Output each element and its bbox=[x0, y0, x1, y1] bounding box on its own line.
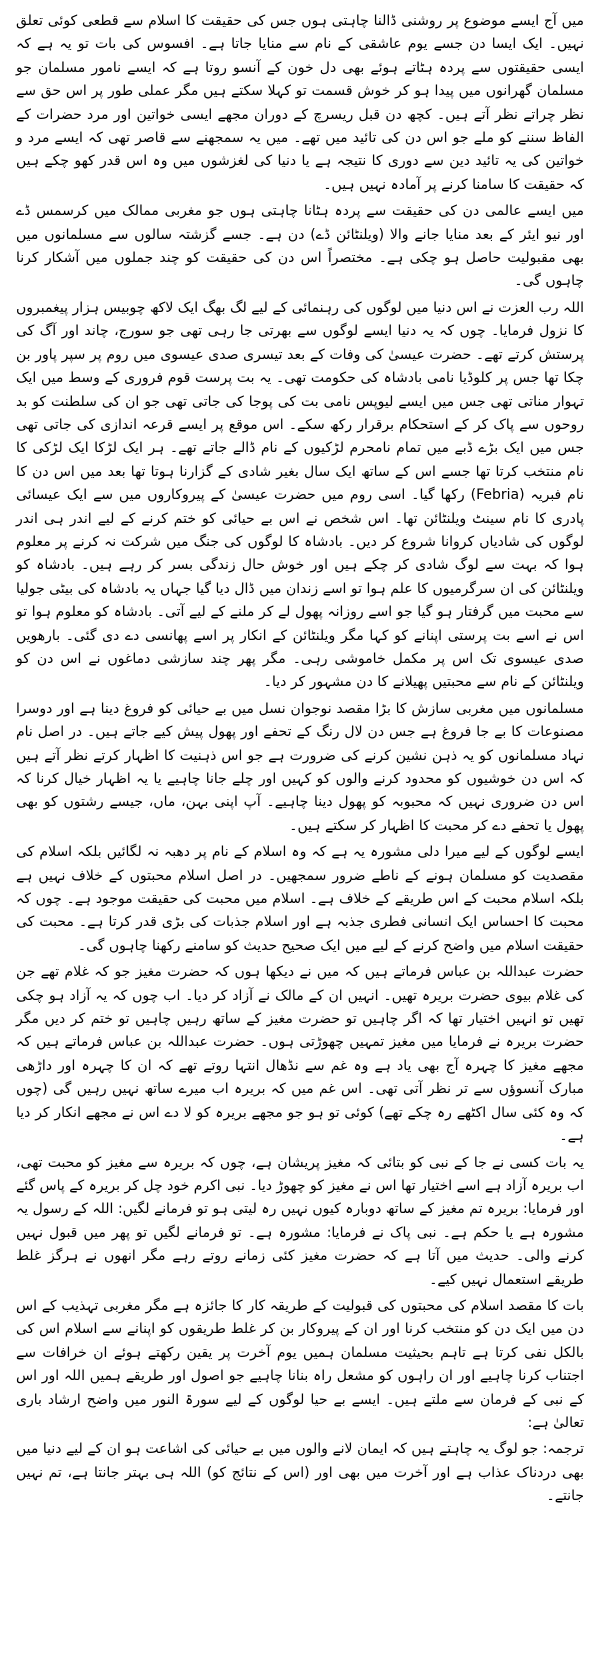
paragraph-translation: ترجمہ: جو لوگ یہ چاہتے ہیں کہ ایمان لانے والوں میں بے حیائی کی اشاعت ہو ان کے لیے دنیا میں بھی دردناک عذاب ہے اور آخرت میں بھی اور (اس کے نتائج کو) اللہ ہی بہتر جانتا ہے، تم نہیں جانتے۔ bbox=[16, 1441, 584, 1505]
paragraph-hadith-continued: یہ بات کسی نے جا کے نبی کو بتائی کہ مغیز پریشان ہے، چوں کہ بریرہ سے مغیز کو محبت تھی، اب بریرہ آزاد ہے اسے اختیار تھا اس نے مغیز کو چھوڑ دیا۔ نبی اکرم خود چل کر بریرہ کے پاس گئے اور فرمایا: بریرہ تم مغیز کے ساتھ دوبارہ کیوں نہیں رہ لیتی ہو تو فرمانے لگیں: اللہ کے رسول یہ مشورہ ہے یا حکم ہے۔ نبی پاک نے فرمایا: مشورہ ہے۔ تو فرمانے لگیں تو پھر میں قبول نہیں کرنے والی۔ حدیث میں آتا ہے کہ حضرت مغیز کئی زمانے روتے رہے مگر انھوں نے ہرگز غلط طریقے استعمال نہیں کیے۔ bbox=[16, 1154, 584, 1288]
paragraph-conclusion: بات کا مقصد اسلام کی محبتوں کی قبولیت کے طریقہ کار کا جائزہ ہے مگر مغربی تہذیب کے اس دن میں ایک دن کو منتخب کرنا اور ان کے پیروکار بن کر غلط طریقوں کو اپنانے سے اسلام اس کی بالکل نفی کرتا ہے تاہم بحیثیت مسلمان ہمیں یوم آخرت پر یقین رکھتے ہوئے ان خرافات سے اجتناب کرنا چاہیے اور ان راہوں کو مشعل راہ بنانا چاہیے جو اصول اور طریقے ہمیں اللہ اور اس کے نبی کے فرمان سے ملتے ہیں۔ ایسے بے حیا لوگوں کے لیے سورۃ النور میں واضح ارشاد باری تعالیٰ ہے: bbox=[16, 1297, 584, 1431]
paragraph-advice: ایسے لوگوں کے لیے میرا دلی مشورہ یہ ہے کہ وہ اسلام کے نام پر دھبہ نہ لگائیں بلکہ اسلام کی مقصدیت کو مسلمان ہونے کے ناطے ضرور سمجھیں۔ در اصل اسلام محبتوں کے خلاف نہیں ہے بلکہ اسلام محبت کے اس طریقے کے خلاف ہے۔ اسلام میں محبت کی حقیقت موجود ہے۔ چوں کہ محبت کا احساس ایک انسانی فطری جذبہ ہے اور اسلام جذبات کی بڑی قدر کرتا ہے۔ محبت کی حقیقت اسلام میں واضح کرنے کے لیے میں ایک صحیح حدیث کو سامنے رکھنا چاہوں گی۔ bbox=[16, 844, 584, 954]
paragraph-hadith-story: حضرت عبداللہ بن عباس فرماتے ہیں کہ میں نے دیکھا ہوں کہ حضرت مغیز جو کہ غلام تھے جن کی غلام بیوی حضرت بریرہ تھیں۔ انہیں ان کے مالک نے آزاد کر دیا۔ اب چوں کہ یہ آزاد ہو چکی تھیں تو انہیں اختیار تھا کہ اگر چاہیں تو حضرت مغیز کے ساتھ رہیں چاہیں تو ختم کر دیں مگر حضرت بریرہ نے فرمایا میں مغیز تمہیں چھوڑتی ہوں۔ حضرت عبداللہ بن عباس فرماتے ہیں کہ مجھے مغیز کا چہرہ آج بھی یاد ہے وہ غم سے نڈھال انتہا روتے تھے کہ ان کا چہرہ اور داڑھی مبارک آنسوؤں سے تر نظر آتی تھی۔ اس غم میں کہ بریرہ اب میرے ساتھ نہیں رہیں گی (چوں کہ وہ کئی سال اکٹھے رہ چکے تھے) کوئی تو ہو جو مجھے بریرہ کو لا دے اس نے مجھے انکار کر دیا ہے۔ bbox=[16, 964, 584, 1145]
paragraph-intro: میں آج ایسے موضوع پر روشنی ڈالنا چاہتی ہوں جس کی حقیقت کا اسلام سے قطعی کوئی تعلق نہیں۔ ایک ایسا دن جسے یوم عاشقی کے نام سے منایا جاتا ہے۔ افسوس کی بات تو یہ ہے کہ ایسی حقیقتوں سے پردہ ہٹاتے ہوئے بھی دل خون کے آنسو روتا ہے کہ ایسے نامور مسلمان جو مسلمان گھرانوں میں پیدا ہو کر خوش قسمت تو کہلا سکتے ہیں مگر عملی طور پر اس حق سے نظر چراتے نظر آتے ہیں۔ کچھ دن قبل ریسرچ کے دوران مجھے ایسی خواتین اور مرد حضرات کے الفاظ سننے کو ملے جو اس دن کی تائید میں تھے۔ میں یہ سمجھنے سے قاصر تھی کہ ایسے مرد و خواتین کی یہ تائید دین سے دوری کا نتیجہ ہے یا دنیا کی لغزشوں میں وہ اس قدر کھو چکے ہیں کہ حقیقت کا سامنا کرنے پر آمادہ نہیں ہیں۔ bbox=[16, 13, 584, 193]
paragraph-western-conspiracy: مسلمانوں میں مغربی سازش کا بڑا مقصد نوجوان نسل میں بے حیائی کو فروغ دینا ہے اور دوسرا مصنوعات کا بے جا فروغ ہے جس دن لال رنگ کے تحفے اور پھول پیش کیے جاتے ہیں۔ در اصل نام نہاد مسلمانوں کو یہ ذہن نشین کرنے کی ضرورت ہے جو اس ذہنیت کا اظہار کرتے نظر آتے ہیں کہ اس دن خوشیوں کو محدود کرنے والوں کو کہیں اور چلے جانا چاہیے یا یہ اظہار خیال کرنا کہ اس دن ضروری نہیں کہ محبوبہ کو پھول دینا چاہیے۔ آپ اپنی بہن، ماں، جیسے رشتوں کو بھی پھول یا تحفے دے کر محبت کا اظہار کر سکتے ہیں۔ bbox=[16, 700, 584, 834]
paragraph-history: اللہ رب العزت نے اس دنیا میں لوگوں کی رہنمائی کے لیے لگ بھگ ایک لاکھ چوبیس ہزار پیغمبروں کا نزول فرمایا۔ چوں کہ یہ دنیا ایسے لوگوں سے بھرتی جا رہی تھی جو سورج، چاند اور آگ کی پرستش کرتے تھے۔ حضرت عیسیٰ کی وفات کے بعد تیسری صدی عیسوی میں روم پر سپر پاور بن چکا تھا جس پر کلوڈیا نامی بادشاہ کی حکومت تھی۔ یہ بت پرست قوم فروری کے وسط میں ایک تہوار مناتی تھی جس میں ایسے لیوپس نامی بت کی پوجا کی جاتی تھی جو ان کی سلطنت کو بد روحوں سے پاک کر کے استحکام برقرار رکھ سکے۔ اس موقع پر ایسے قرعہ اندازی کی جاتی تھی جس میں ایک بڑے ڈبے میں تمام نامحرم لڑکیوں کے نام ڈالے جاتے تھے۔ ہر ایک لڑکا ایک لڑکی کا نام منتخب کرتا تھا جسے اس کے ساتھ ایک سال بغیر شادی کے گزارنا ہوتا تھا بعد میں اس دن کا نام فبریہ (Febria) رکھا گیا۔ اسی روم میں حضرت عیسیٰ کے پیروکاروں میں سے ایک عیسائی پادری کا نام سینٹ ویلنٹائن تھا۔ اس شخص نے اس بے حیائی کو ختم کرنے کے لیے اندر ہی اندر لوگوں کی شادیاں کروانا شروع کر دیں۔ بادشاہ کا لوگوں کی جنگ میں شرکت نہ کرنے پر معلوم ہوا کہ بہت سے لوگ شادی کر چکے ہیں اور خوش حال زندگی بسر کر رہے ہیں۔ بادشاہ کو ویلنٹائن کی ان سرگرمیوں کا علم ہوا تو اسے زندان میں ڈال دیا گیا جہاں یہ بادشاہ کی بیٹی جولیا سے محبت میں گرفتار ہو گیا جو اسے روزانہ پھول لے کر ملنے کے لیے آتی۔ بادشاہ کو معلوم ہوا تو اس نے اسے بت پرستی اپنانے کو کہا مگر ویلنٹائن کے انکار پر اسے پھانسی دے دی گئی۔ بارھویں صدی عیسوی تک اس پر مکمل خاموشی رہی۔ مگر پھر چند سازشی دماغوں نے اس دن کو ویلنٹائن کے نام سے محبتیں پھیلانے کا دن مشہور کر دیا۔ bbox=[16, 299, 585, 691]
paragraph-valentine-day: میں ایسے عالمی دن کی حقیقت سے پردہ ہٹانا چاہتی ہوں جو مغربی ممالک میں کرسمس ڈے اور نیو ایئر کے بعد منایا جانے والا (ویلنٹائن ڈے) دن ہے۔ جسے گزشتہ سالوں سے مسلمانوں میں بھی مقبولیت حاصل ہو چکی ہے۔ مختصراً اس دن کی حقیقت کو چند جملوں میں آشکار کرنا چاہوں گی۔ bbox=[16, 203, 584, 290]
